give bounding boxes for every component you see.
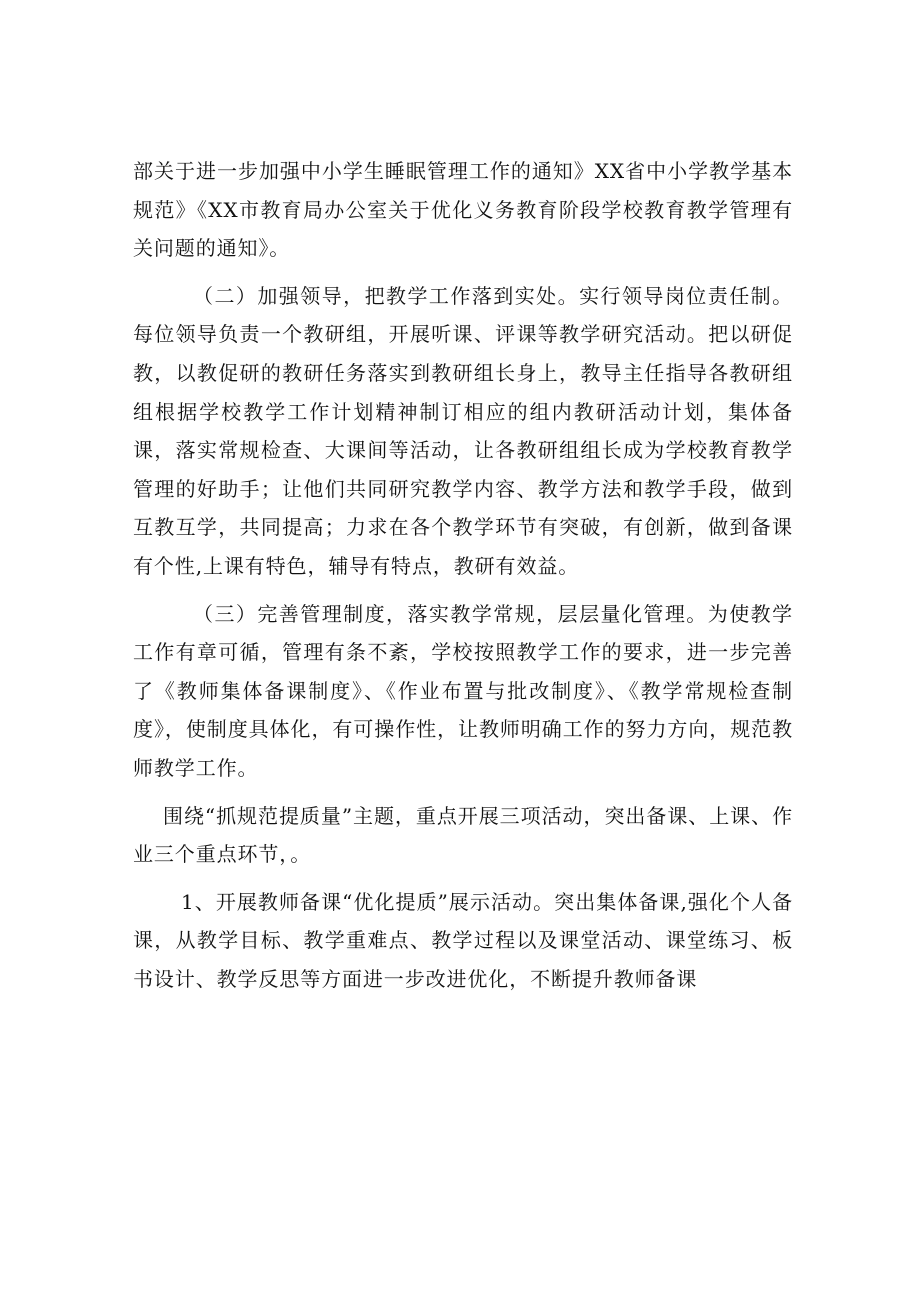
paragraph-notice-references: 部关于进一步加强中小学生睡眠管理工作的通知》XX省中小学教学基本规范》《XX市教育局办公室关于优化义务教育阶段学校教育教学管理有关问题的通知》。 [133, 159, 793, 261]
paragraph-three-activities: 围绕“抓规范提质量”主题，重点开展三项活动，突出备课、上课、作业三个重点环节，。 [133, 803, 793, 867]
paragraph-lesson-preparation: 1、开展教师备课“优化提质”展示活动。突出集体备课,强化个人备课，从教学目标、教学重难点、教学过程以及课堂活动、课堂练习、板书设计、教学反思等方面进一步改进优化，不断提升教师备课 [133, 889, 793, 991]
paragraph-leadership: （二）加强领导，把教学工作落到实处。实行领导岗位责任制。每位领导负责一个教研组，开展听课、评课等教学研究活动。把以研促教，以教促研的教研任务落实到教研组长身上，教导主任指导各教研组组根据学校教学工作计划精神制订相应的组内教研活动计划，集体备课，落实常规检查、大课间等活动，让各教研组组长成为学校教育教学管理的好助手；让他们共同研究教学内容、教学方法和教学手段，做到互教互学，共同提高；力求在各个教学环节有突破，有创新，做到备课有个性,上课有特色，辅导有特点，教研有效益。 [133, 283, 793, 578]
paragraph-management-system: （三）完善管理制度，落实教学常规，层层量化管理。为使教学工作有章可循，管理有条不紊，学校按照教学工作的要求，进一步完善了《教师集体备课制度》、《作业布置与批改制度》、《教学常规检查制度》，使制度具体化，有可操作性，让教师明确工作的努力方向，规范教师教学工作。 [133, 601, 793, 780]
document-body [133, 152, 793, 998]
